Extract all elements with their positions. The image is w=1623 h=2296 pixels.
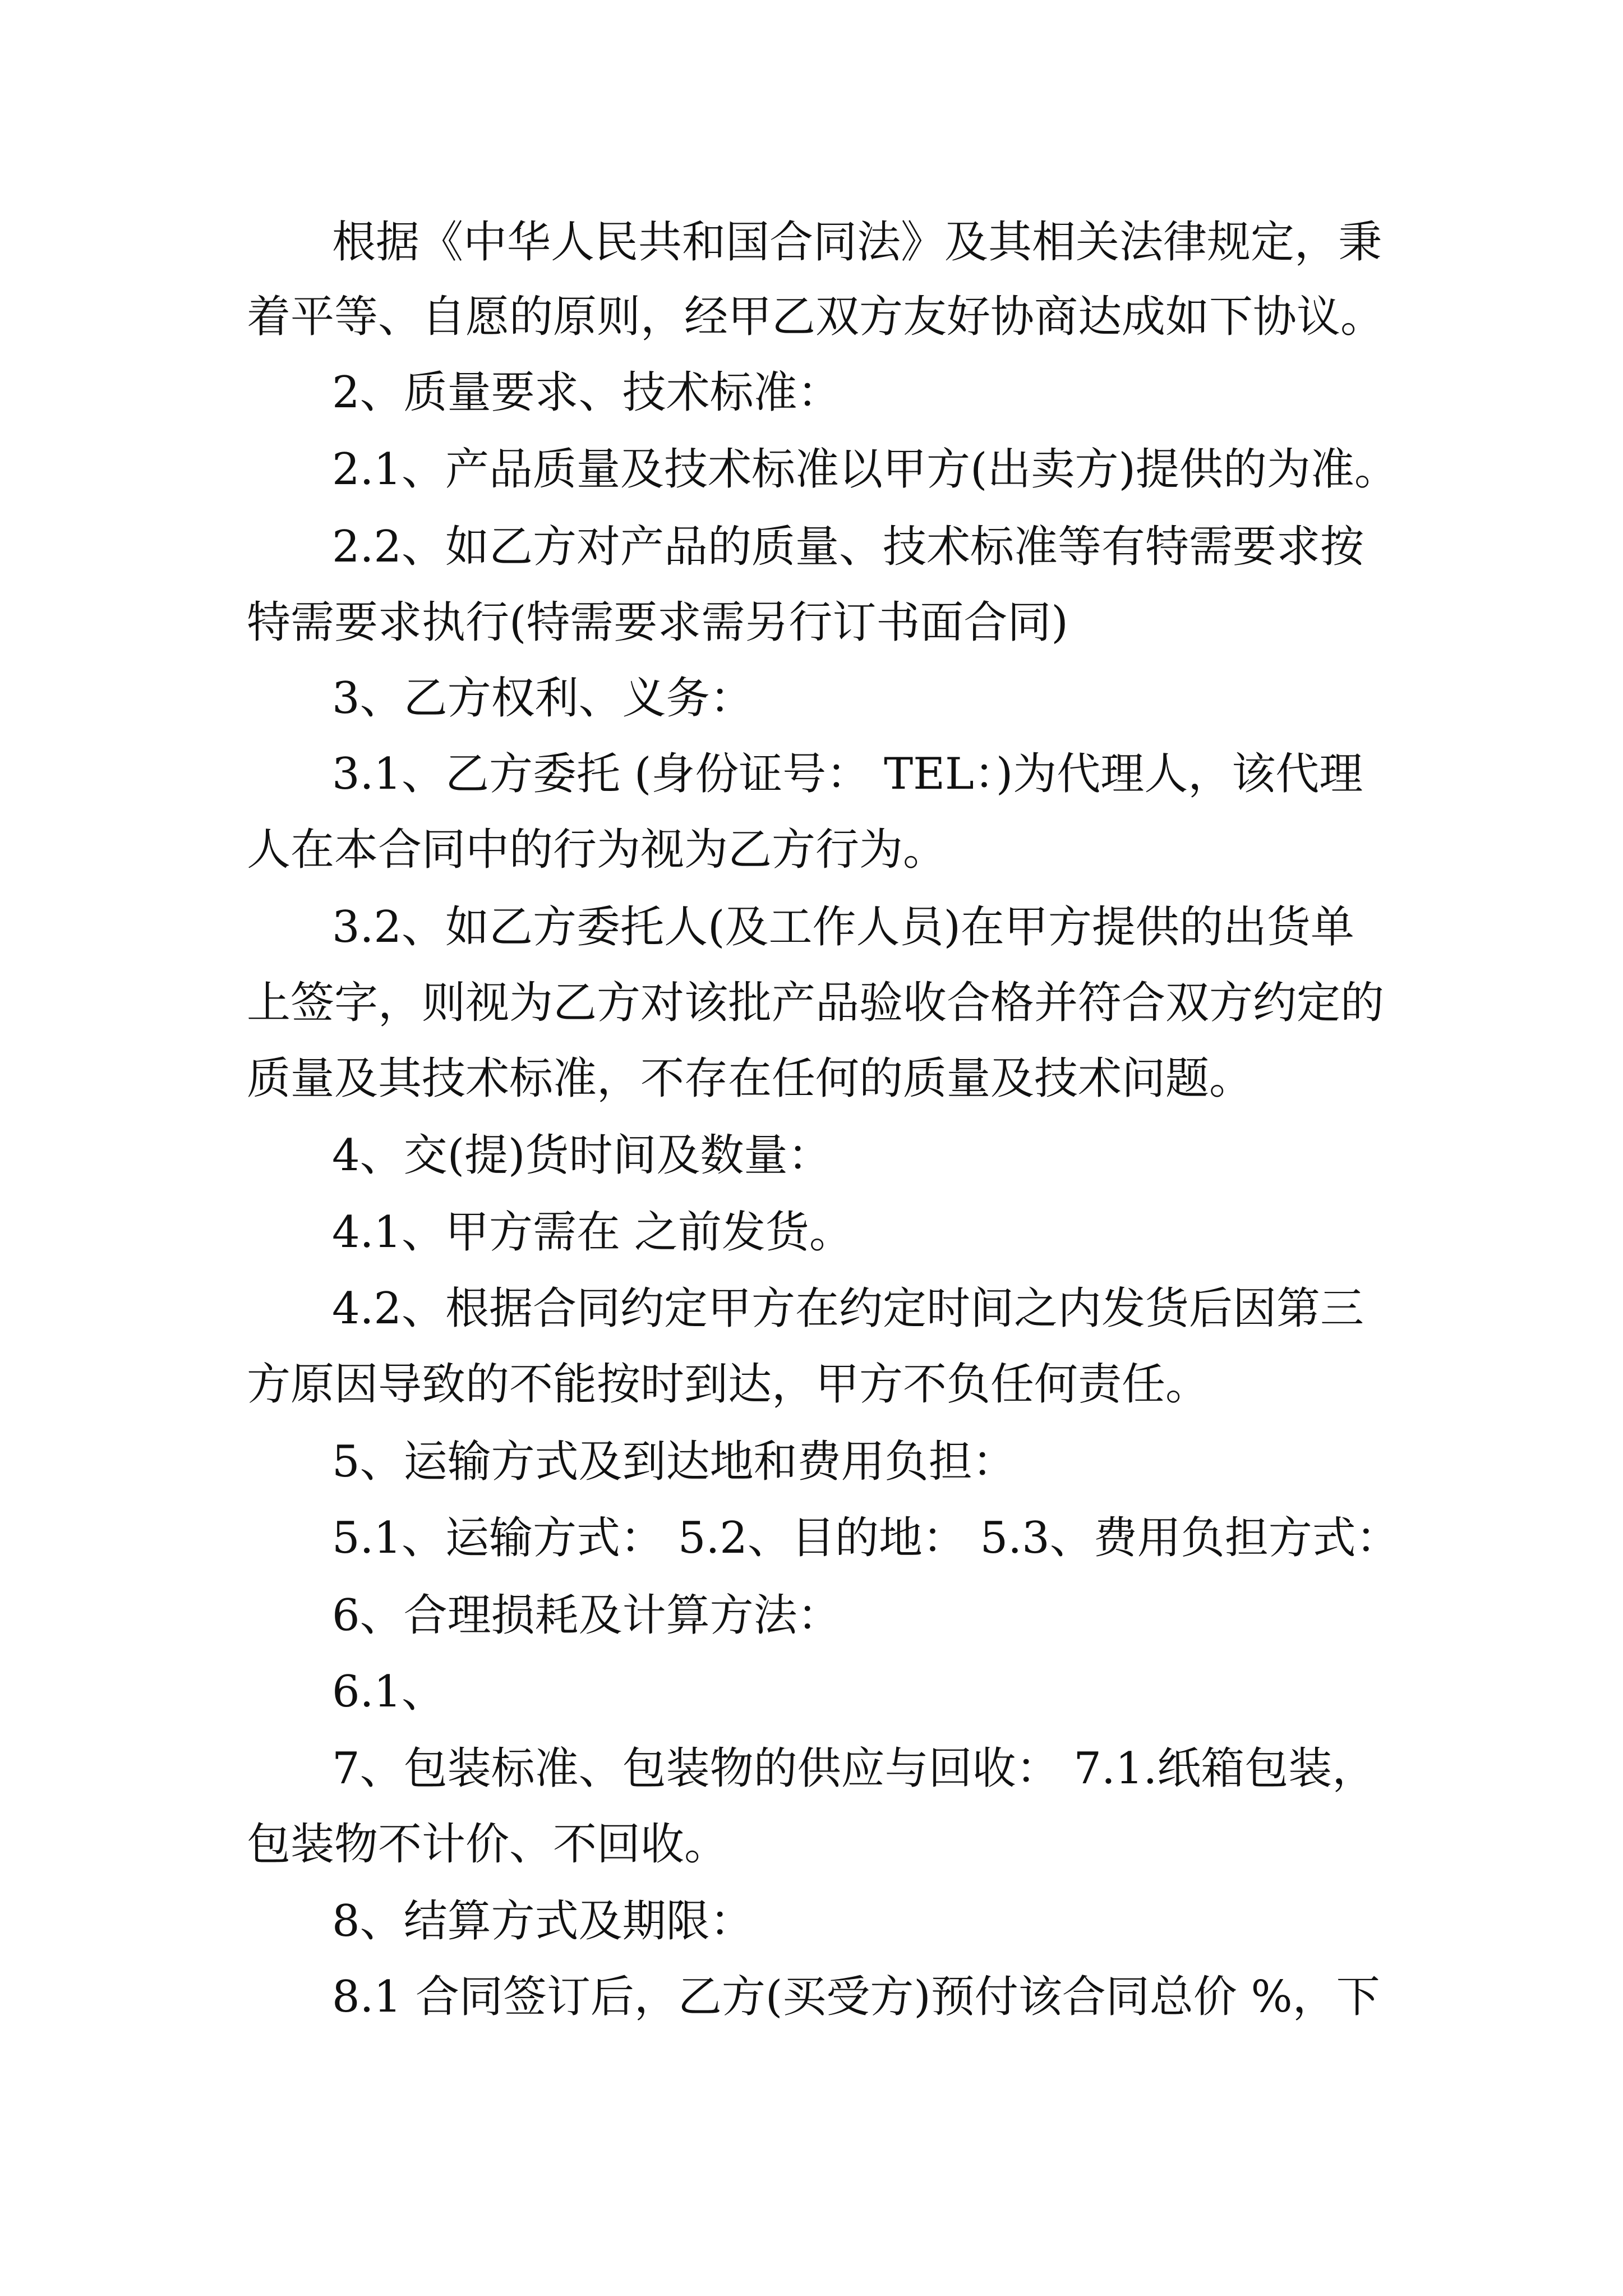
paragraph-line: 4.1、甲方需在 之前发货。	[332, 1207, 853, 1258]
paragraph-line: 5.1、运输方式： 5.2、目的地： 5.3、费用负担方式：	[332, 1513, 1400, 1563]
paragraph-line: 4.2、根据合同约定甲方在约定时间之内发货后因第三	[332, 1283, 1364, 1334]
section-heading: 8、结算方式及期限：	[332, 1896, 754, 1947]
paragraph-line: 人在本合同中的行为视为乙方行为。	[247, 825, 947, 875]
paragraph-line: 包装物不计价、不回收。	[247, 1819, 728, 1870]
section-heading: 4、交(提)货时间及数量：	[332, 1130, 832, 1181]
section-heading: 5、运输方式及到达地和费用负担：	[332, 1437, 1016, 1487]
paragraph-line: 3.2、如乙方委托人(及工作人员)在甲方提供的出货单	[332, 902, 1354, 953]
paragraph-line: 特需要求执行(特需要求需另行订书面合同)	[247, 597, 1068, 648]
paragraph-line: 方原因导致的不能按时到达，甲方不负任何责任。	[247, 1359, 1210, 1410]
section-heading: 7、包装标准、包装物的供应与回收： 7.1.纸箱包装，	[332, 1743, 1376, 1794]
paragraph-line: 上签字，则视为乙方对该批产品验收合格并符合双方约定的	[247, 978, 1385, 1028]
paragraph-line: 根据《中华人民共和国合同法》及其相关法律规定，秉	[332, 217, 1382, 268]
paragraph-line: 2.1、产品质量及技术标准以甲方(出卖方)提供的为准。	[332, 444, 1398, 495]
paragraph-line: 8.1 合同签订后，乙方(买受方)预付该合同总价 %，下	[332, 1972, 1380, 2022]
paragraph-line: 6.1、	[332, 1667, 446, 1717]
section-heading: 6、合理损耗及计算方法：	[332, 1590, 841, 1641]
paragraph-line: 2.2、如乙方对产品的质量、技术标准等有特需要求按	[332, 522, 1364, 572]
section-heading: 2、质量要求、技术标准：	[332, 367, 841, 418]
paragraph-line: 质量及其技术标准，不存在任何的质量及技术问题。	[247, 1053, 1253, 1104]
paragraph-line: 3.1、乙方委托 (身份证号： TEL：)为代理人，该代理	[332, 749, 1363, 799]
section-heading: 3、乙方权利、义务：	[332, 673, 754, 724]
paragraph-line: 着平等、自愿的原则，经甲乙双方友好协商达成如下协议。	[247, 292, 1385, 342]
